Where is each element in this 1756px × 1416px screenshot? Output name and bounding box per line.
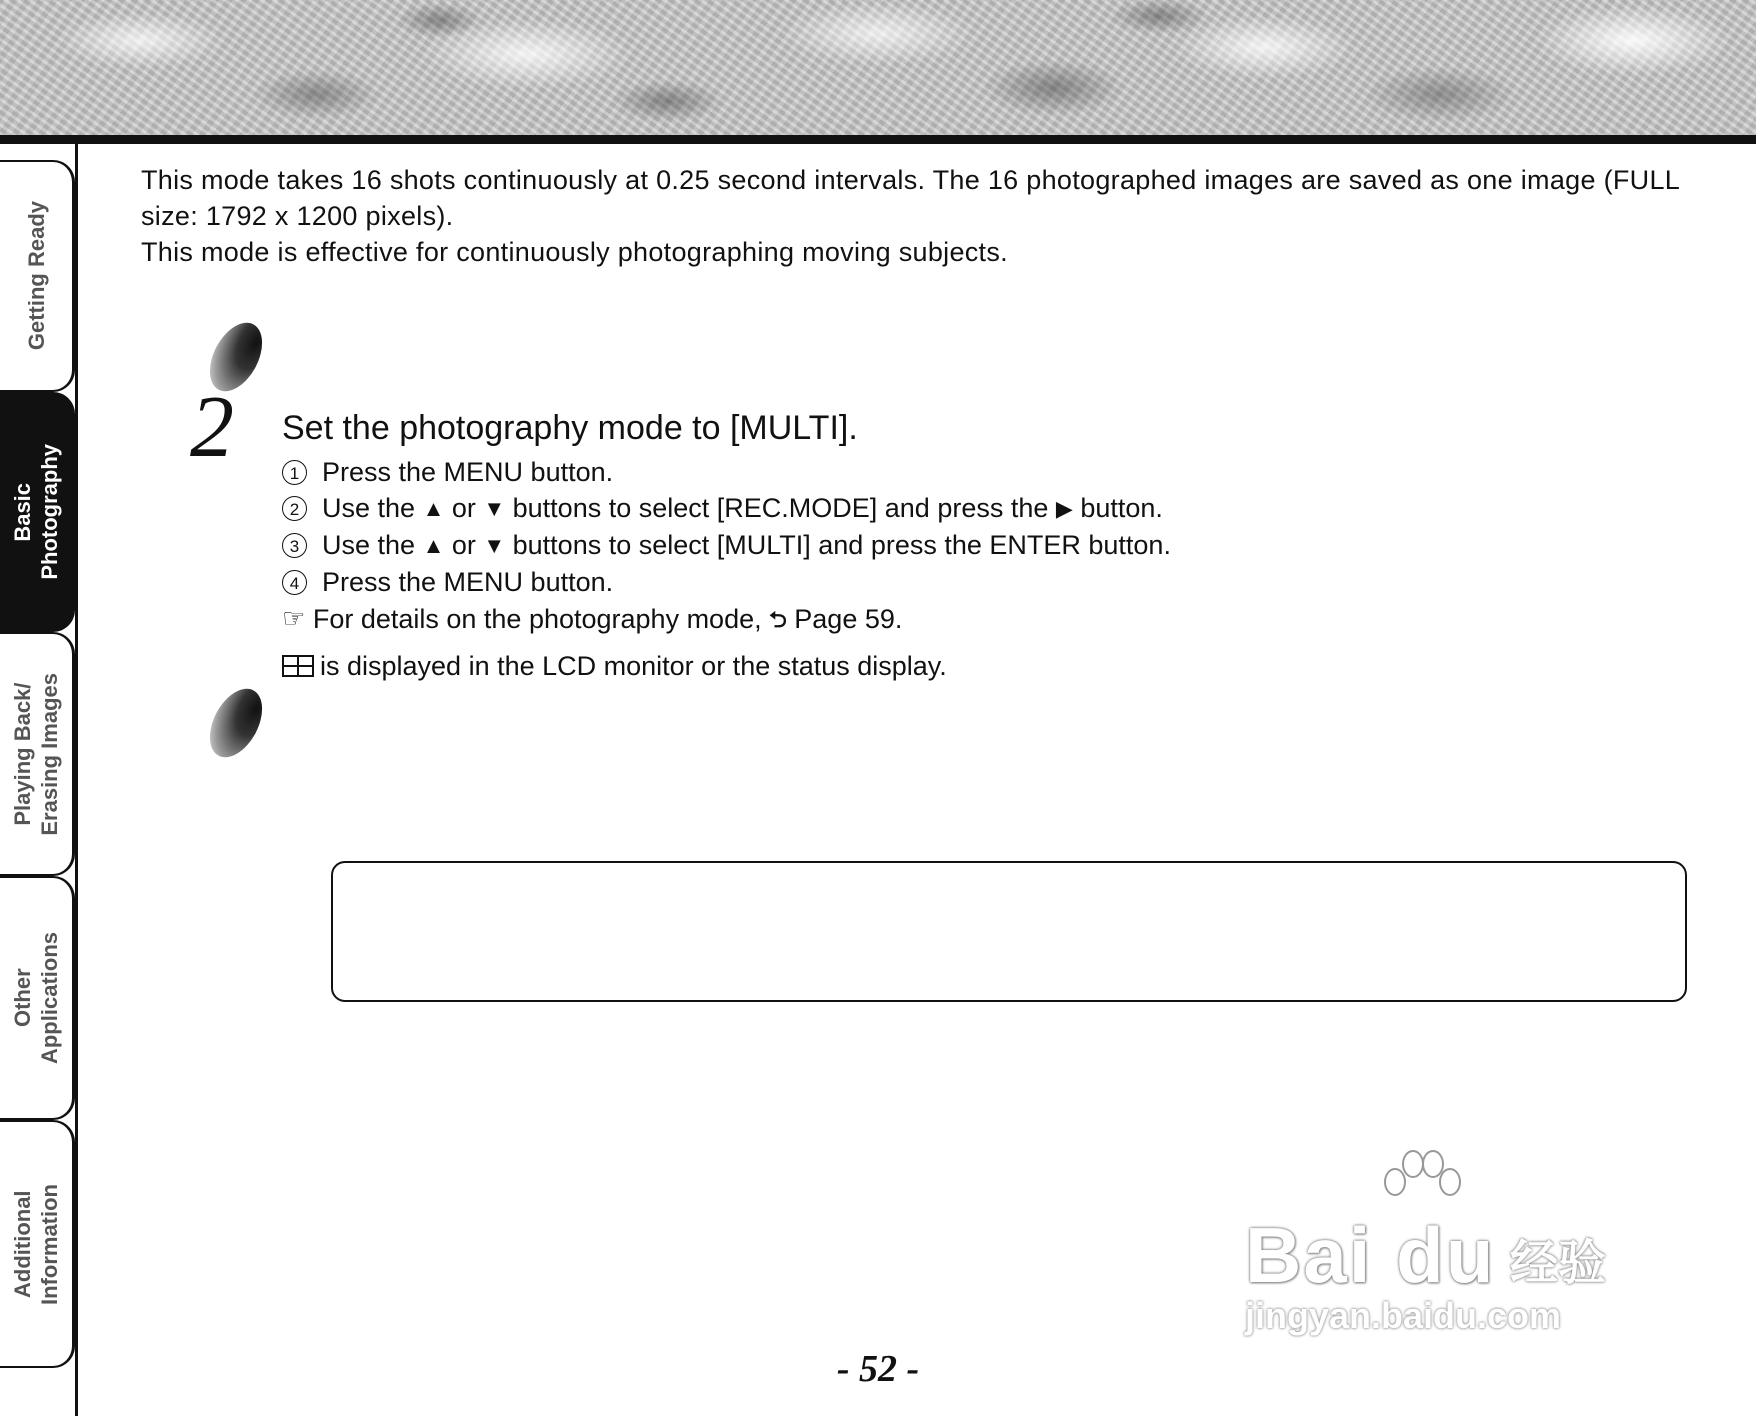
substep-item	[282, 490, 1682, 527]
substep-text: buttons to select [REC.MODE] and press the	[505, 493, 1056, 523]
circled-number: 2	[282, 496, 307, 521]
page-reference-link[interactable]: Page 59.	[794, 604, 903, 634]
note-box	[331, 861, 1687, 1002]
substep-text: or	[444, 530, 484, 560]
tab-other-applications[interactable]	[0, 876, 75, 1120]
up-triangle-icon: ▲	[422, 496, 445, 521]
watermark-logo-text: Bai du	[1245, 1211, 1496, 1299]
circled-number: 3	[282, 533, 307, 558]
down-triangle-icon: ▼	[483, 496, 506, 521]
result-text: is displayed in the LCD monitor or the status display.	[320, 651, 947, 681]
substep-item	[282, 527, 1682, 564]
step-title: Set the photography mode to [MULTI].	[282, 409, 858, 447]
down-triangle-icon: ▼	[483, 533, 506, 558]
circled-number: 1	[282, 460, 307, 485]
substep-text: or	[444, 493, 484, 523]
intro-line: This mode takes 16 shots continuously at 0.25 second intervals. The 16 photographed images are saved as one image (FULL size: 1792 x 1200 pixels).	[141, 165, 1680, 231]
tab-label: Other Applications	[10, 931, 62, 1064]
pointing-hand-icon: ☞	[282, 603, 306, 633]
reference-text: For details on the photography mode,	[312, 604, 762, 634]
substep-text: Press the MENU button.	[322, 567, 614, 597]
substep-text: Use the	[322, 493, 423, 523]
multi-mode-icon	[282, 655, 314, 677]
substep-list	[282, 454, 1682, 684]
watermark-url: jingyan.baidu.com	[1245, 1295, 1562, 1336]
step-marker-blob	[199, 680, 273, 766]
reference-note	[282, 600, 1682, 638]
tab-basic-photography[interactable]	[0, 392, 75, 632]
sidebar-rule	[75, 144, 78, 1416]
tab-label: Playing Back/ Erasing Images	[10, 672, 62, 836]
tab-playing-back-erasing-images[interactable]	[0, 632, 75, 876]
curved-arrow-icon: ⮌	[769, 607, 787, 632]
tab-additional-information[interactable]	[0, 1120, 75, 1368]
circled-number: 4	[282, 570, 307, 595]
up-triangle-icon: ▲	[422, 533, 445, 558]
baidu-watermark	[1245, 1150, 1655, 1340]
substep-text: Use the	[322, 530, 423, 560]
step-number: 2	[190, 379, 234, 476]
tab-label: Getting Ready	[23, 201, 49, 351]
tab-label: Additional Information	[10, 1183, 62, 1305]
right-triangle-icon: ▶	[1055, 496, 1073, 521]
header-texture-banner	[0, 0, 1756, 135]
substep-text: Press the MENU button.	[322, 457, 614, 487]
result-note	[282, 648, 1682, 684]
intro-line: This mode is effective for continuously photographing moving subjects.	[141, 237, 1008, 267]
header-rule	[0, 135, 1756, 144]
watermark-cn-text: 经验	[1510, 1235, 1607, 1291]
substep-item	[282, 454, 1682, 490]
substep-text: button.	[1072, 493, 1163, 523]
intro-text	[141, 162, 1701, 270]
substep-item	[282, 564, 1682, 600]
page-number: - 52 -	[836, 1348, 920, 1390]
tab-label: Basic Photography	[10, 444, 62, 580]
substep-text: buttons to select [MULTI] and press the ENTER button.	[505, 530, 1171, 560]
tab-getting-ready[interactable]	[0, 160, 75, 392]
